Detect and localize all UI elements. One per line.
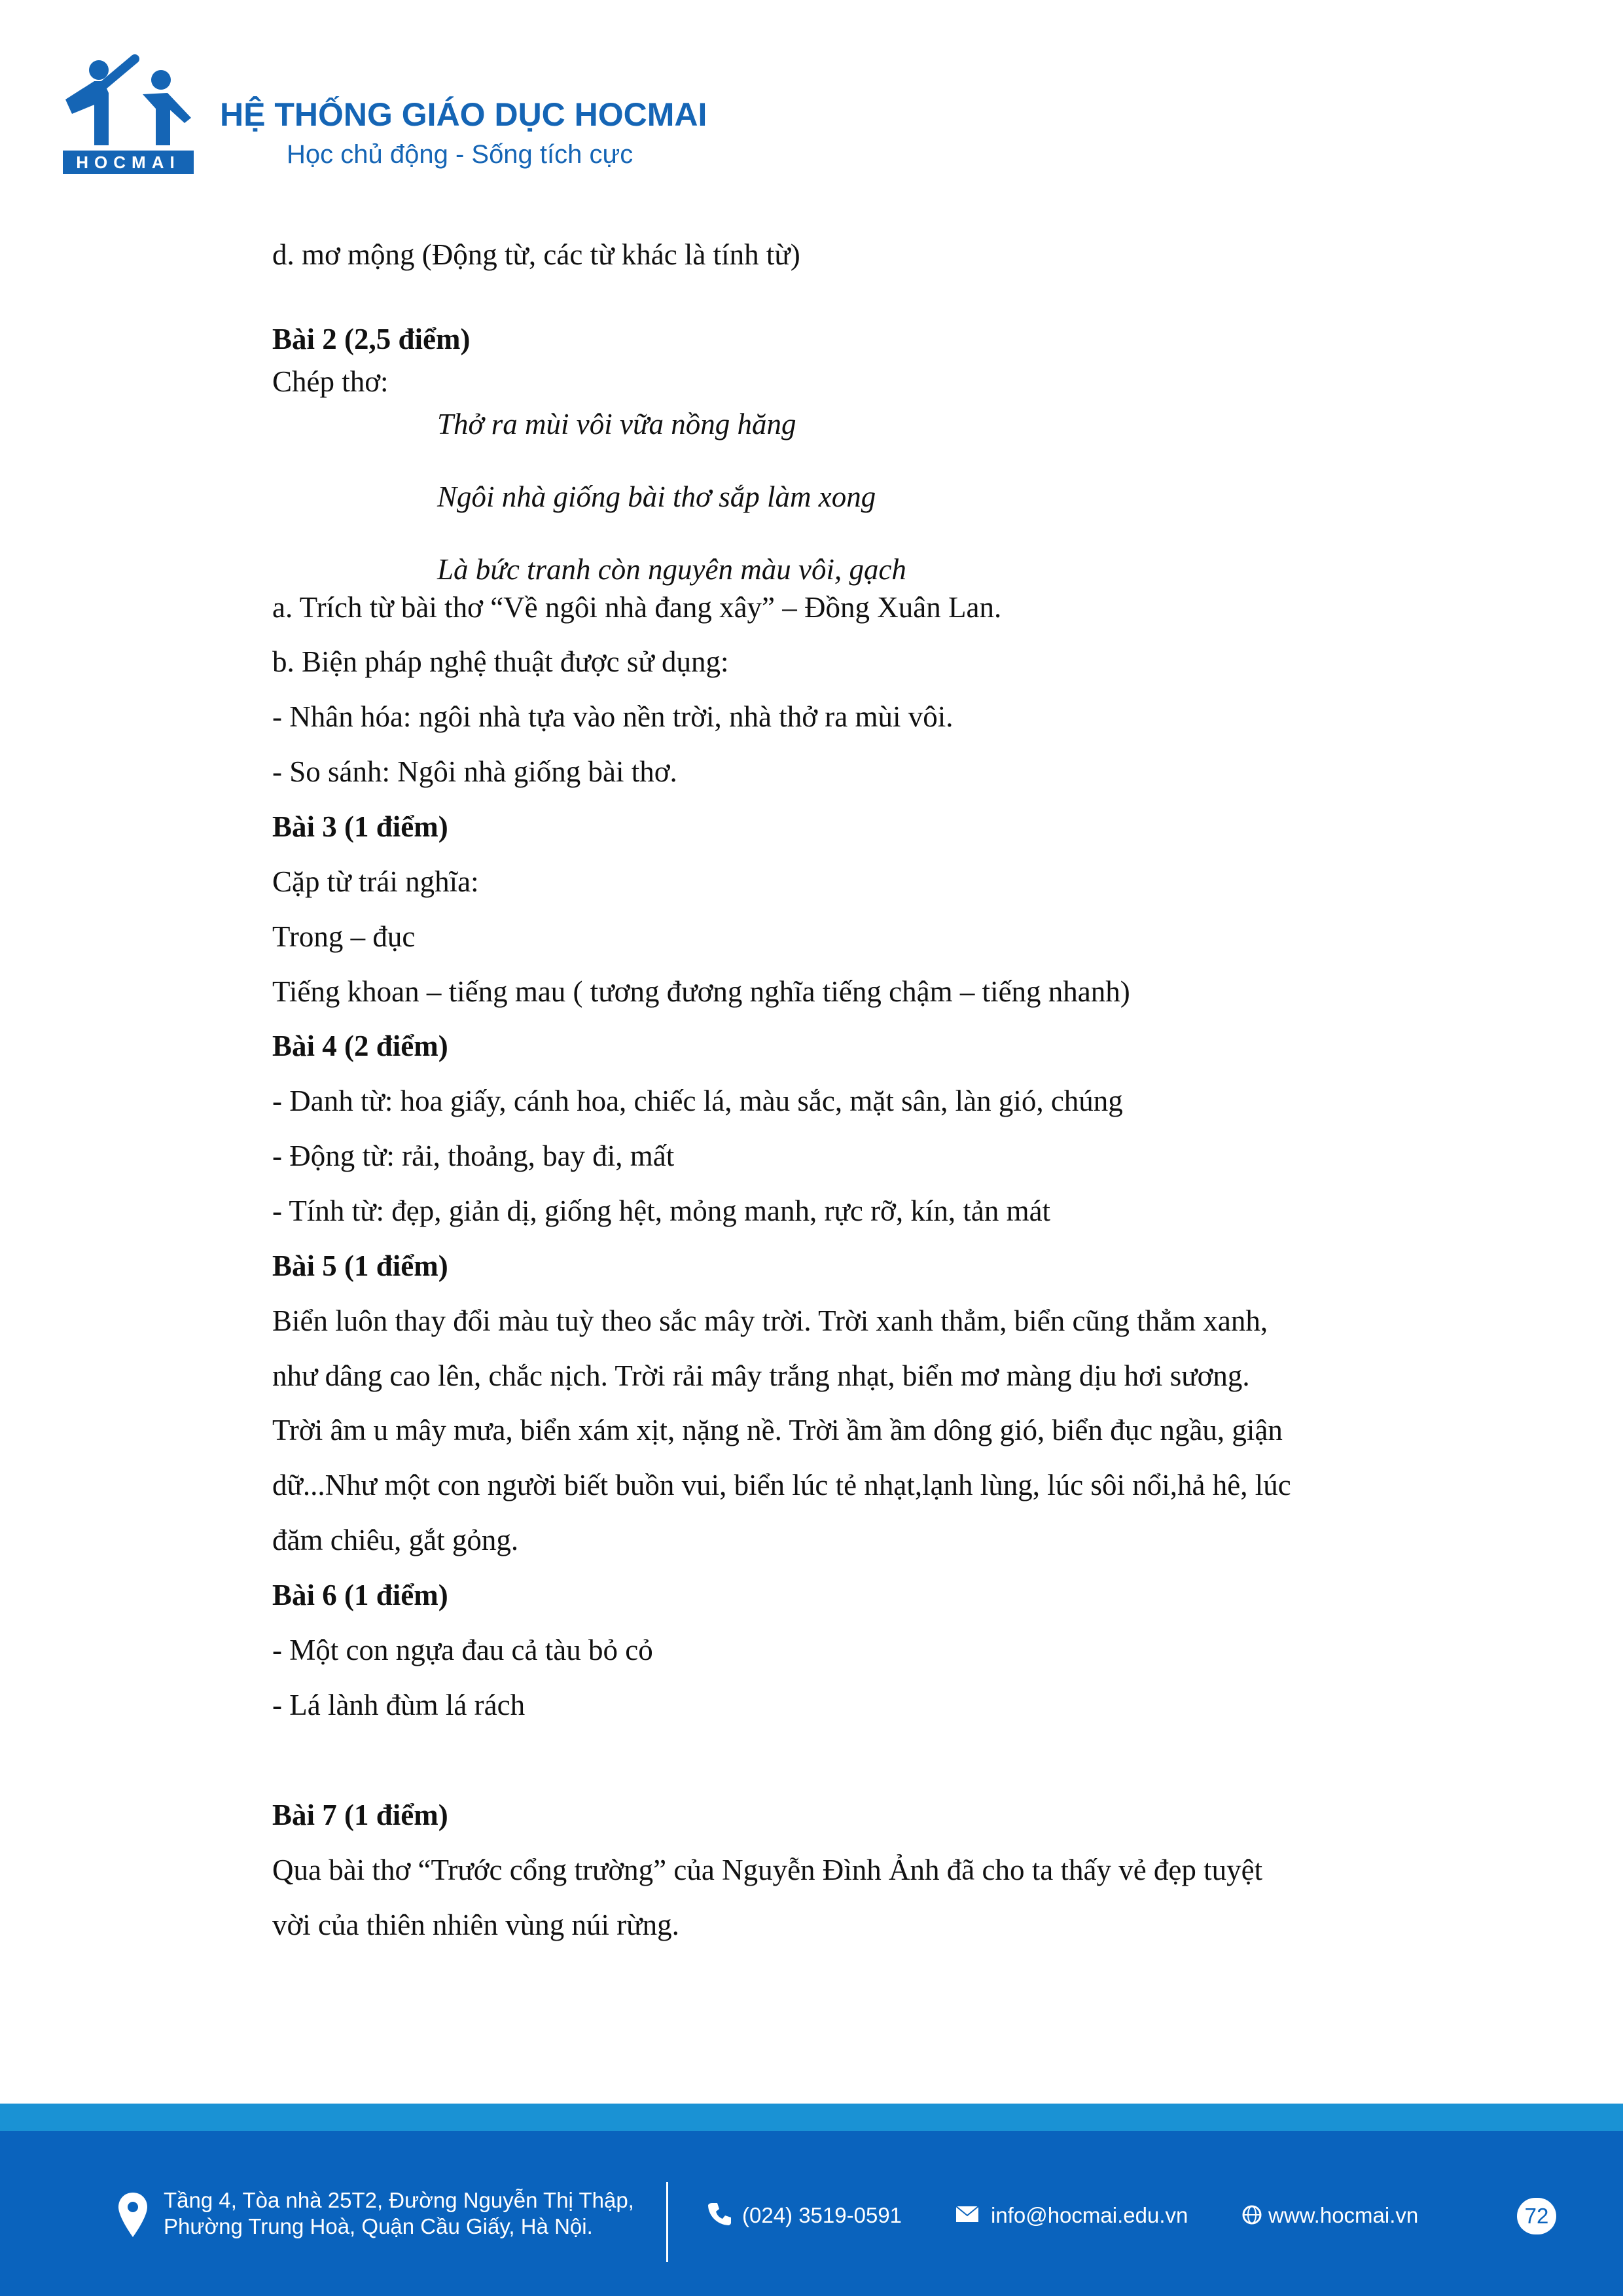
bai3-line: Cặp từ trái nghĩa: (272, 865, 479, 898)
bai7-line: Qua bài thơ “Trước cổng trường” của Nguyễn Đình Ảnh đã cho ta thấy vẻ đẹp tuyệt (272, 1854, 1263, 1886)
bai5-line: như dâng cao lên, chắc nịch. Trời rải mây trắng nhạt, biển mơ màng dịu hơi sương. (272, 1359, 1250, 1392)
brand-slogan: Học chủ động - Sống tích cực (287, 140, 633, 169)
bai2-title: Bài 2 (2,5 điểm) (272, 323, 471, 355)
footer-website[interactable]: www.hocmai.vn (1268, 2203, 1419, 2227)
email-icon (955, 2206, 979, 2223)
page-header (63, 54, 848, 178)
phone-icon (707, 2200, 733, 2227)
bai4-line: - Danh từ: hoa giấy, cánh hoa, chiếc lá, màu sắc, mặt sân, làn gió, chúng (272, 1085, 1123, 1117)
page-number: 72 (1517, 2198, 1556, 2234)
poem-line: Thở ra mùi vôi vữa nồng hăng (437, 408, 796, 440)
address-line: Phường Trung Hoà, Quận Cầu Giấy, Hà Nội. (164, 2214, 593, 2238)
bai7-title: Bài 7 (1 điểm) (272, 1799, 448, 1831)
answer-d: d. mơ mộng (Động từ, các từ khác là tính từ) (272, 238, 800, 271)
bai2-b2: - So sánh: Ngôi nhà giống bài thơ. (272, 755, 677, 788)
footer-email[interactable]: info@hocmai.edu.vn (991, 2203, 1188, 2227)
address-line: Tầng 4, Tòa nhà 25T2, Đường Nguyễn Thị Thập, (164, 2188, 634, 2212)
page-footer (0, 2131, 1623, 2296)
globe-icon (1242, 2205, 1262, 2225)
footer-stripe (0, 2104, 1623, 2131)
bai4-line: - Động từ: rải, thoảng, bay đi, mất (272, 1139, 675, 1172)
bai5-line: dữ...Như một con người biết buồn vui, biển lúc tẻ nhạt,lạnh lùng, lúc sôi nổi,hả hê, lúc (272, 1469, 1291, 1501)
bai3-line: Tiếng khoan – tiếng mau ( tương đương nghĩa tiếng chậm – tiếng nhanh) (272, 975, 1130, 1008)
brand-title: HỆ THỐNG GIÁO DỤC HOCMAI (220, 96, 707, 133)
bai2-b: b. Biện pháp nghệ thuật được sử dụng: (272, 645, 729, 678)
location-pin-icon (116, 2191, 149, 2238)
bai7-line: vời của thiên nhiên vùng núi rừng. (272, 1909, 679, 1941)
bai2-copy-label: Chép thơ: (272, 365, 389, 398)
bai2-a: a. Trích từ bài thơ “Về ngôi nhà đang xây” – Đồng Xuân Lan. (272, 591, 1002, 624)
bai5-line: đăm chiêu, gắt gỏng. (272, 1524, 519, 1556)
bai6-line: - Lá lành đùm lá rách (272, 1689, 526, 1721)
bai6-line: - Một con ngựa đau cả tàu bỏ cỏ (272, 1634, 653, 1666)
bai6-title: Bài 6 (1 điểm) (272, 1579, 448, 1611)
footer-divider (666, 2182, 668, 2262)
logo-text: HOCMAI (63, 151, 194, 174)
bai3-line: Trong – đục (272, 920, 416, 953)
bai4-line: - Tính từ: đẹp, giản dị, giống hệt, mỏng manh, rực rỡ, kín, tản mát (272, 1194, 1051, 1227)
bai3-title: Bài 3 (1 điểm) (272, 810, 448, 843)
bai2-b1: - Nhân hóa: ngôi nhà tựa vào nền trời, nhà thở ra mùi vôi. (272, 700, 954, 733)
footer-phone[interactable]: (024) 3519-0591 (742, 2203, 902, 2227)
footer-address (164, 2187, 634, 2240)
poem-line: Ngôi nhà giống bài thơ sắp làm xong (437, 480, 876, 513)
bai5-line: Biển luôn thay đổi màu tuỳ theo sắc mây trời. Trời xanh thẳm, biển cũng thẳm xanh, (272, 1304, 1268, 1337)
bai5-title: Bài 5 (1 điểm) (272, 1249, 448, 1282)
bai4-title: Bài 4 (2 điểm) (272, 1030, 448, 1062)
bai5-line: Trời âm u mây mưa, biển xám xịt, nặng nề. Trời ầm ầm dông gió, biển đục ngầu, giận (272, 1414, 1283, 1446)
poem-line: Là bức tranh còn nguyên màu vôi, gạch (437, 553, 906, 586)
